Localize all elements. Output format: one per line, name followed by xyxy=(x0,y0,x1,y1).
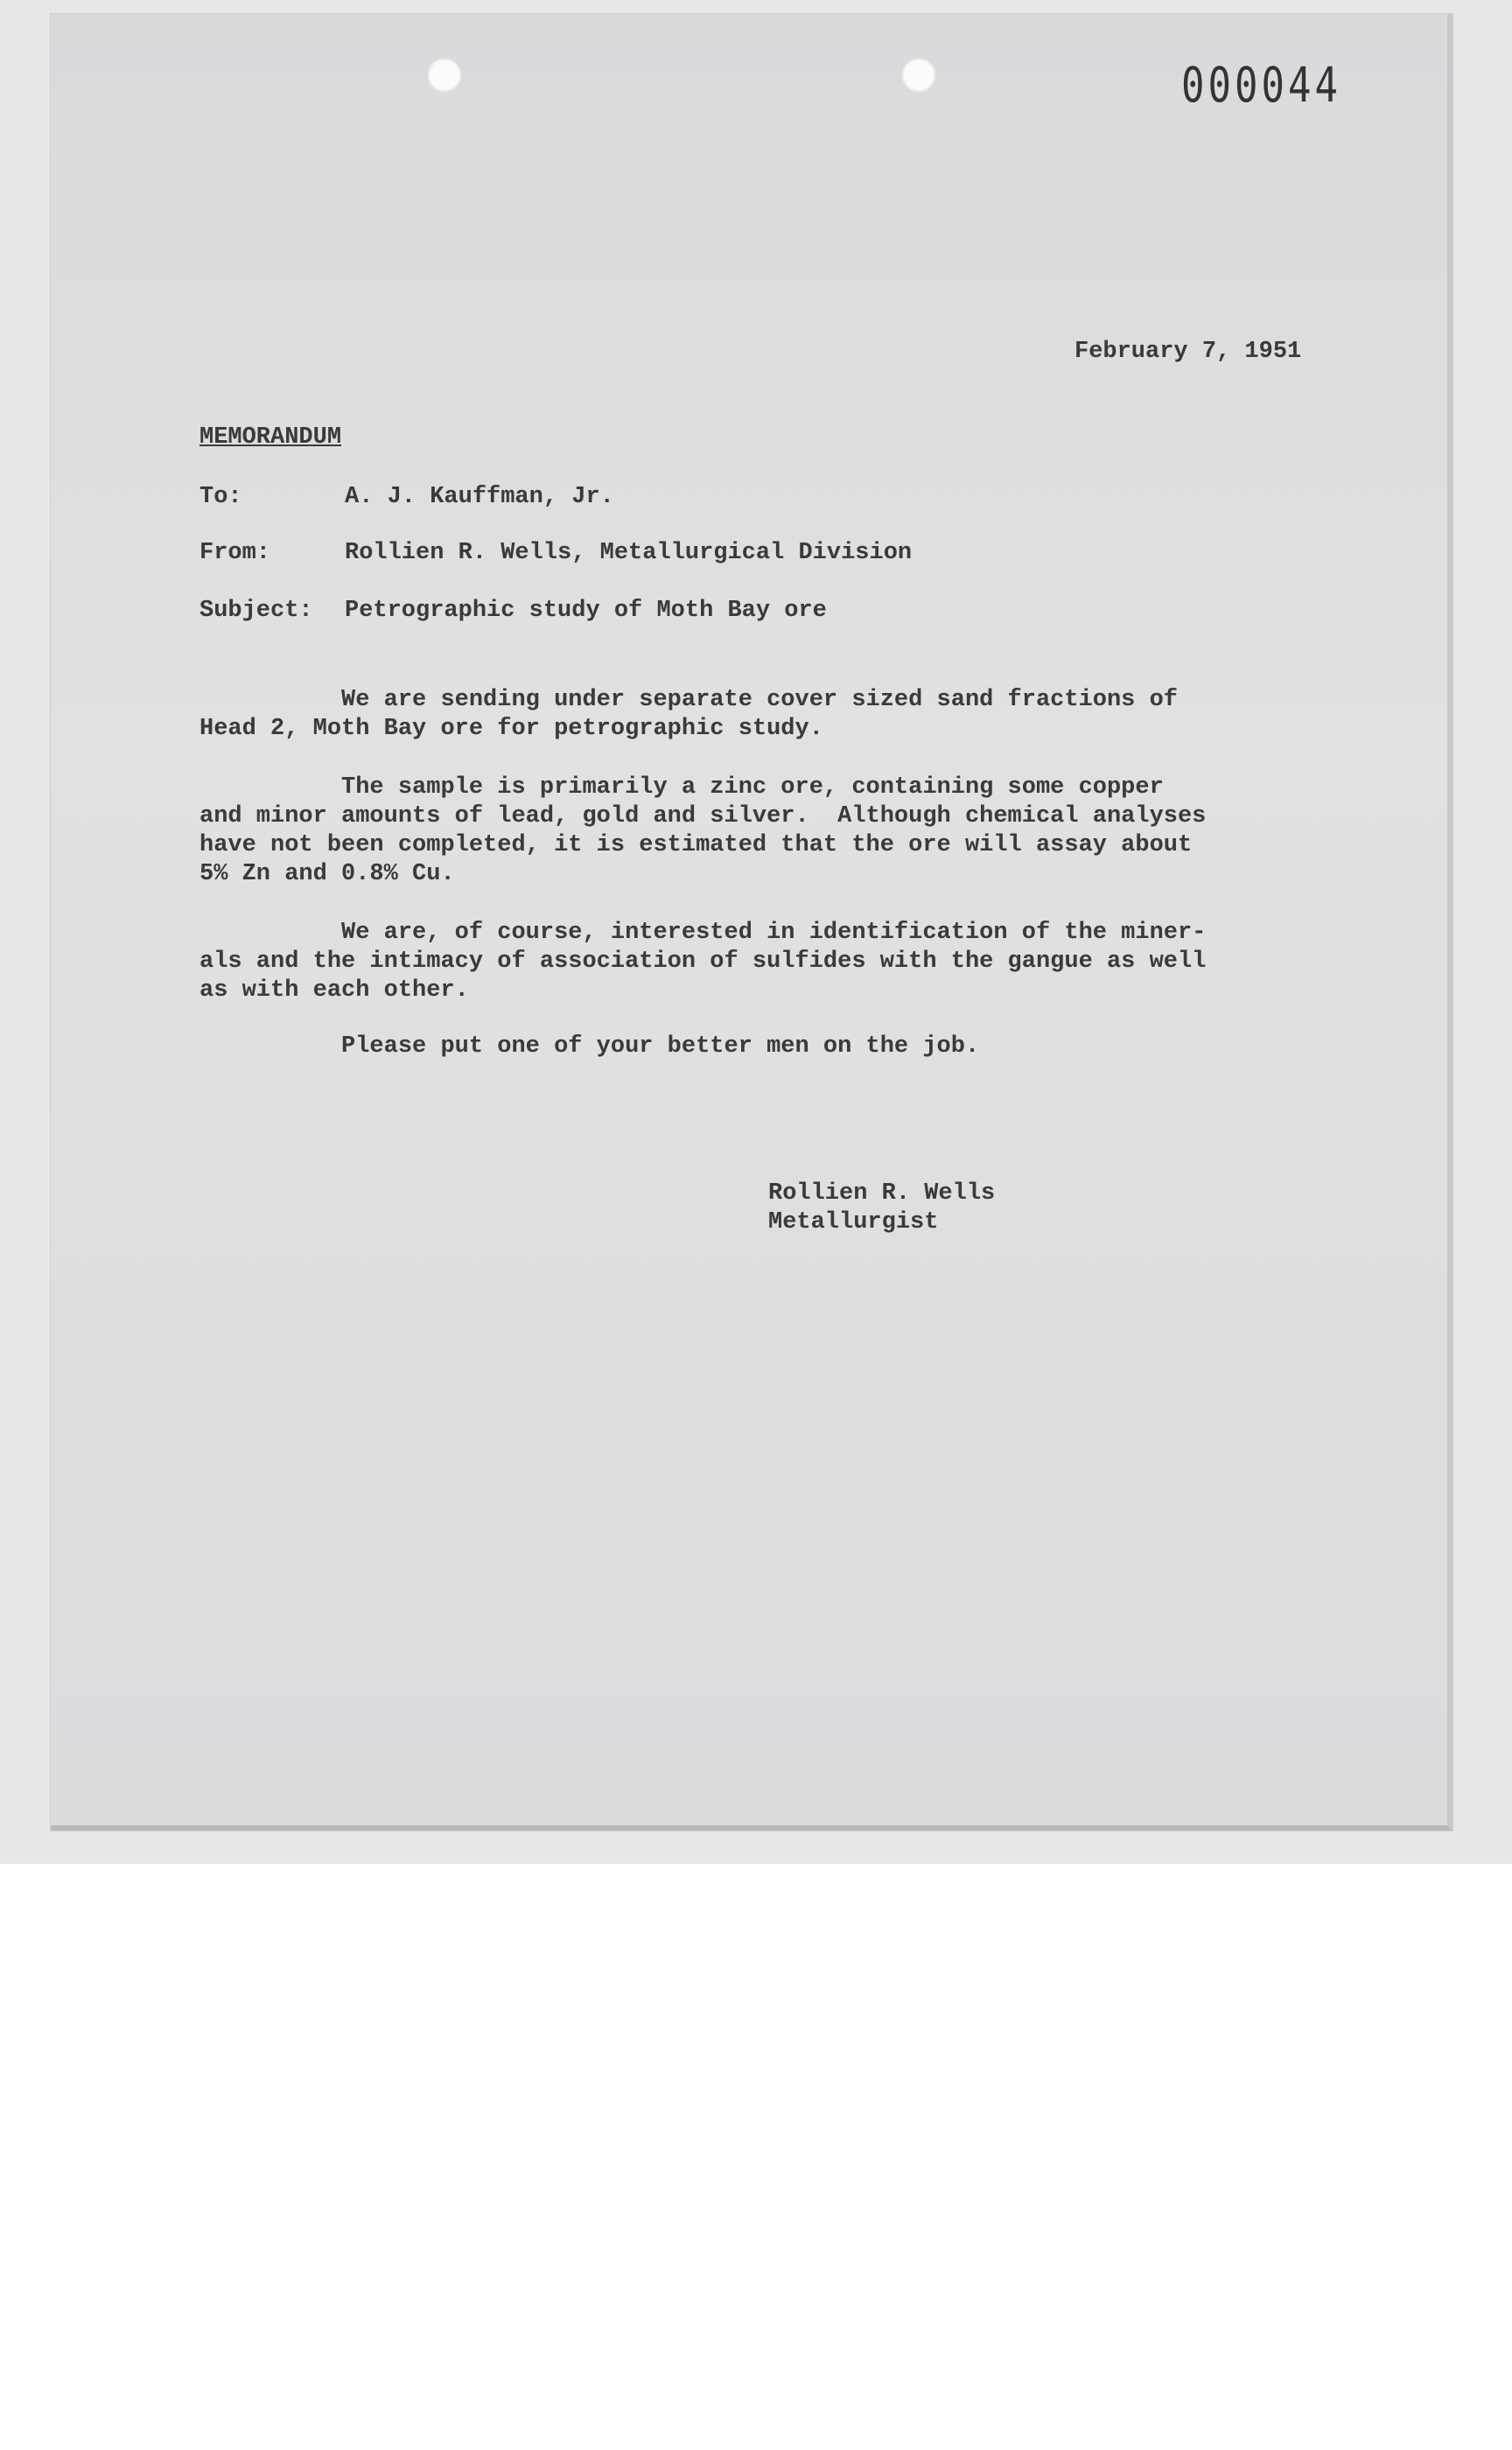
signature-title: Metallurgist xyxy=(768,1209,939,1236)
memo-date: February 7, 1951 xyxy=(1074,339,1302,365)
to-label: To: xyxy=(200,484,242,510)
body-paragraph-2: The sample is primarily a zinc ore, containing some copper and minor amounts of lead, gold and silver. Although chemical analyses have not been completed, it is estimated that the ore will assay about 5% Zn and 0.8% Cu. xyxy=(200,774,1207,887)
body-paragraph-1: We are sending under separate cover sized sand fractions of Head 2, Moth Bay ore for petrographic study. xyxy=(200,687,1178,742)
subject-label: Subject: xyxy=(200,598,313,624)
from-label: From: xyxy=(200,540,271,566)
signature-name: Rollien R. Wells xyxy=(768,1180,996,1207)
body-paragraph-4: Please put one of your better men on the job. xyxy=(200,1033,980,1060)
memo-title: MEMORANDUM xyxy=(200,424,342,451)
to-value: A. J. Kauffman, Jr. xyxy=(345,484,614,510)
punch-hole-right xyxy=(901,58,936,93)
punch-hole-left xyxy=(427,58,462,93)
subject-value: Petrographic study of Moth Bay ore xyxy=(345,598,827,624)
body-paragraph-3: We are, of course, interested in identification of the miner- als and the intimacy of association of sulfides with the gangue as well as with each other. xyxy=(200,920,1207,1004)
document-number-stamp: 000044 xyxy=(1181,58,1341,114)
from-value: Rollien R. Wells, Metallurgical Division xyxy=(345,540,913,566)
